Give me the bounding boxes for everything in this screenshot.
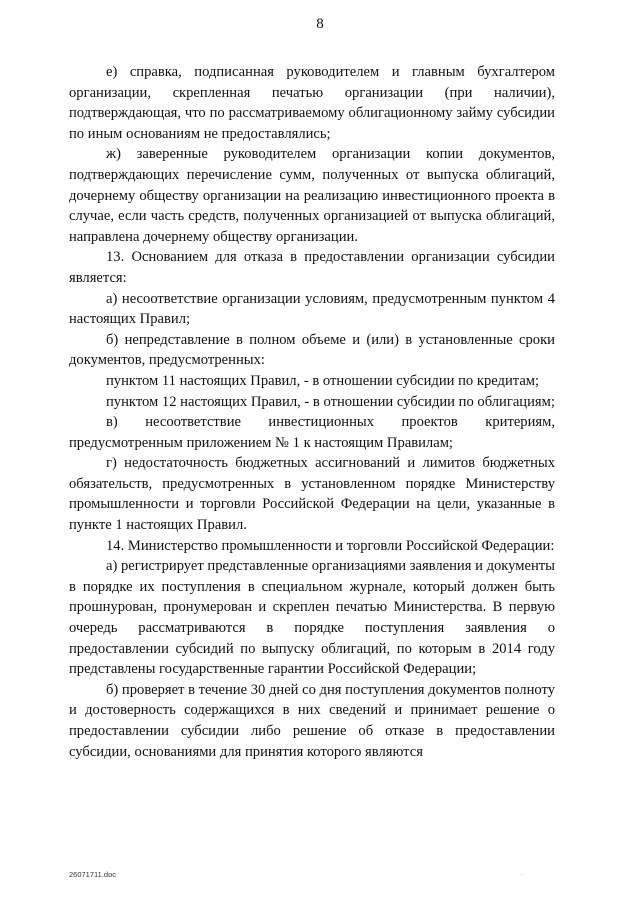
paragraph-13a: а) несоответствие организации условиям, предусмотренным пунктом 4 настоящих Правил; <box>69 290 555 328</box>
paragraph-14a: а) регистрирует представленные организациями заявления и документы в порядке их поступления в специальном журнале, который должен быть прошнурован, пронумерован и скреплен печатью Министерства. В первую очередь рассматриваются в порядке поступления заявления о предоставлении субсидий по выпуску облигаций, по которым в 2014 году представлены государственные гарантии Российской Федерации; <box>69 558 555 678</box>
paragraph-13v: в) несоответствие инвестиционных проектов критериям, предусмотренным приложением № 1 к настоящим Правилам; <box>69 414 555 451</box>
paragraph-13b: б) непредставление в полном объеме и (или) в установленные сроки документов, предусмотренных: <box>69 331 555 369</box>
footer-filename: 26071711.doc <box>69 870 116 879</box>
paragraph-14-ministry: 14. Министерство промышленности и торговли Российской Федерации: <box>106 537 555 554</box>
paragraph-13-refusal-grounds: 13. Основанием для отказа в предоставлении организации субсидии является: <box>69 249 555 286</box>
page-number: 8 <box>316 16 324 32</box>
paragraph-13b-credits: пунктом 11 настоящих Правил, - в отношении субсидии по кредитам; <box>106 372 540 389</box>
paragraph-e-certificate: е) справка, подписанная руководителем и главным бухгалтером организации, скрепленная печатью организации (при наличии), подтверждающая, что по рассматриваемому облигационному займу субсидии по иным основаниям не предоставлялись; <box>69 64 555 142</box>
paragraph-zh-certified-copies: ж) заверенные руководителем организации копии документов, подтверждающих перечисление сумм, полученных от выпуска облигаций, дочернему обществу организации на реализацию инвестиционного проекта в случае, если часть средств, полученных организацией от выпуска облигаций, направлена дочернему обществу организации. <box>69 146 555 245</box>
paragraph-13b-bonds: пунктом 12 настоящих Правил, - в отношении субсидии по облигациям; <box>106 393 555 410</box>
paragraph-14b: б) проверяет в течение 30 дней со дня поступления документов полноту и достоверность содержащихся в них сведений и принимает решение о предоставлении субсидии либо решение об отказе в предоставлении субсидии, основаниями для принятия которого являются <box>69 681 555 760</box>
document-body <box>69 62 555 762</box>
footer-mark: . <box>521 870 523 877</box>
paragraph-13g: г) недостаточность бюджетных ассигнований и лимитов бюджетных обязательств, предусмотренных в установленном порядке Министерству промышленности и торговли Российской Федерации на цели, указанные в пункте 1 настоящих Правил. <box>69 455 555 534</box>
